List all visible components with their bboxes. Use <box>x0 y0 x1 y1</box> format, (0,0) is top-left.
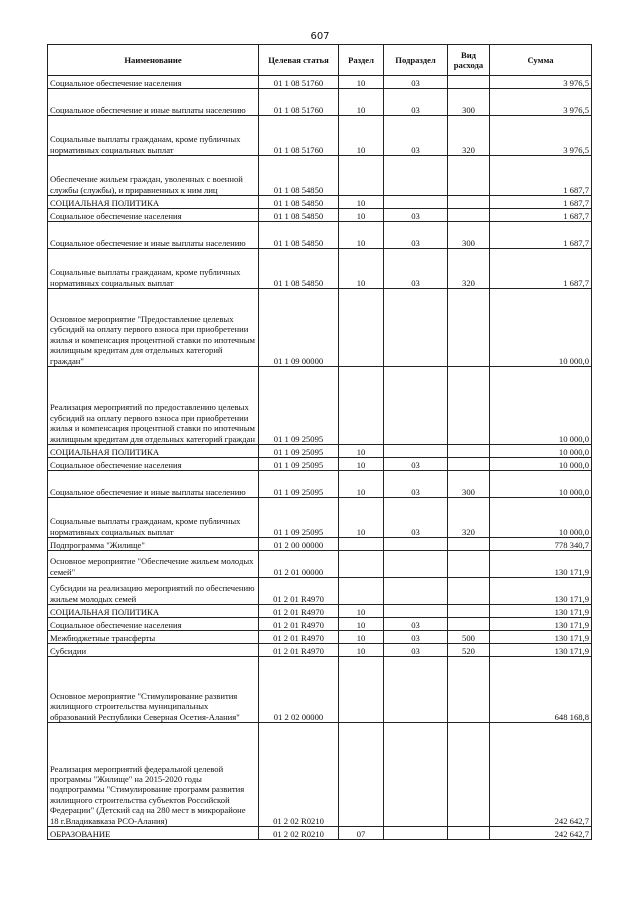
cell-subsection: 03 <box>384 116 448 156</box>
cell-name: Социальные выплаты гражданам, кроме публичных нормативных социальных выплат <box>48 116 259 156</box>
cell-subsection <box>384 196 448 209</box>
cell-expense-type: 520 <box>448 644 490 657</box>
cell-section <box>339 367 384 445</box>
cell-code: 01 1 08 51760 <box>259 116 339 156</box>
cell-code: 01 2 01 R4970 <box>259 578 339 605</box>
cell-amount: 1 687,7 <box>490 196 592 209</box>
cell-code: 01 2 01 R4970 <box>259 605 339 618</box>
cell-section: 10 <box>339 196 384 209</box>
cell-code: 01 1 09 25095 <box>259 471 339 498</box>
cell-subsection <box>384 657 448 723</box>
table-row <box>48 222 592 249</box>
cell-subsection: 03 <box>384 89 448 116</box>
header-name: Наименование <box>48 45 259 76</box>
cell-section: 10 <box>339 209 384 222</box>
cell-expense-type <box>448 156 490 196</box>
header-amount: Сумма <box>490 45 592 76</box>
cell-section <box>339 551 384 578</box>
cell-subsection: 03 <box>384 498 448 538</box>
cell-name: Социальные выплаты гражданам, кроме публичных нормативных социальных выплат <box>48 498 259 538</box>
cell-name: Основное мероприятие "Предоставление целевых субсидий на оплату первого взноса при приобретении жилья и компенсация процентной ставки по ипотечным жилищным кредитам для отдельных категорий граждан" <box>48 289 259 367</box>
table-row <box>48 289 592 367</box>
cell-expense-type <box>448 723 490 827</box>
cell-section <box>339 156 384 196</box>
cell-name: СОЦИАЛЬНАЯ ПОЛИТИКА <box>48 196 259 209</box>
cell-name: Субсидии <box>48 644 259 657</box>
cell-code: 01 2 02 R0210 <box>259 723 339 827</box>
cell-code: 01 1 08 54850 <box>259 156 339 196</box>
table-row <box>48 209 592 222</box>
cell-expense-type <box>448 458 490 471</box>
cell-section: 10 <box>339 498 384 538</box>
cell-name: СОЦИАЛЬНАЯ ПОЛИТИКА <box>48 445 259 458</box>
cell-section <box>339 538 384 551</box>
cell-expense-type <box>448 618 490 631</box>
cell-name: Подпрограмма "Жилище" <box>48 538 259 551</box>
cell-subsection <box>384 538 448 551</box>
cell-section: 10 <box>339 458 384 471</box>
cell-subsection: 03 <box>384 458 448 471</box>
cell-expense-type: 300 <box>448 222 490 249</box>
cell-name: Социальное обеспечение населения <box>48 209 259 222</box>
cell-subsection: 03 <box>384 471 448 498</box>
table-row <box>48 156 592 196</box>
cell-code: 01 2 01 R4970 <box>259 644 339 657</box>
cell-name: СОЦИАЛЬНАЯ ПОЛИТИКА <box>48 605 259 618</box>
table-row <box>48 471 592 498</box>
header-subsection: Подраздел <box>384 45 448 76</box>
table-row <box>48 723 592 827</box>
cell-name: Субсидии на реализацию мероприятий по обеспечению жильем молодых семей <box>48 578 259 605</box>
cell-code: 01 1 09 00000 <box>259 289 339 367</box>
cell-expense-type <box>448 578 490 605</box>
header-expense-type: Вид расхода <box>448 45 490 76</box>
cell-amount: 10 000,0 <box>490 458 592 471</box>
cell-code: 01 1 09 25095 <box>259 445 339 458</box>
cell-name: Обеспечение жильем граждан, уволенных с военной службы (службы), и приравненных к ним лиц <box>48 156 259 196</box>
cell-expense-type <box>448 657 490 723</box>
table-row <box>48 116 592 156</box>
cell-amount: 130 171,9 <box>490 578 592 605</box>
cell-amount: 10 000,0 <box>490 471 592 498</box>
cell-amount: 1 687,7 <box>490 249 592 289</box>
table-row <box>48 538 592 551</box>
cell-subsection <box>384 289 448 367</box>
cell-code: 01 1 08 51760 <box>259 89 339 116</box>
cell-expense-type <box>448 209 490 222</box>
cell-name: ОБРАЗОВАНИЕ <box>48 827 259 840</box>
table-row <box>48 657 592 723</box>
cell-expense-type <box>448 551 490 578</box>
cell-code: 01 2 01 R4970 <box>259 631 339 644</box>
cell-section: 10 <box>339 471 384 498</box>
cell-subsection <box>384 723 448 827</box>
cell-code: 01 1 08 54850 <box>259 209 339 222</box>
cell-expense-type <box>448 76 490 89</box>
cell-expense-type <box>448 827 490 840</box>
cell-section: 07 <box>339 827 384 840</box>
cell-expense-type <box>448 367 490 445</box>
cell-amount: 130 171,9 <box>490 551 592 578</box>
cell-section: 10 <box>339 605 384 618</box>
cell-name: Реализация мероприятий федеральной целевой программы "Жилище" на 2015-2020 годы подпрограммы "Стимулирование программ развития жилищного строительства субъектов Российской Федерации" (Детский сад на 280 мест в микрорайоне 18 г.Владикавказа РСО-Алания) <box>48 723 259 827</box>
cell-expense-type: 300 <box>448 471 490 498</box>
table-row <box>48 498 592 538</box>
cell-amount: 10 000,0 <box>490 445 592 458</box>
table-row <box>48 631 592 644</box>
cell-subsection: 03 <box>384 222 448 249</box>
cell-name: Основное мероприятие "Стимулирование развития жилищного строительства муниципальных образований Республики Северная Осетия-Алания" <box>48 657 259 723</box>
cell-section: 10 <box>339 644 384 657</box>
cell-name: Социальное обеспечение и иные выплаты населению <box>48 222 259 249</box>
cell-expense-type: 320 <box>448 498 490 538</box>
cell-section: 10 <box>339 76 384 89</box>
cell-section: 10 <box>339 222 384 249</box>
cell-section <box>339 578 384 605</box>
cell-subsection <box>384 367 448 445</box>
cell-amount: 130 171,9 <box>490 631 592 644</box>
cell-amount: 130 171,9 <box>490 618 592 631</box>
cell-subsection <box>384 827 448 840</box>
cell-name: Социальное обеспечение населения <box>48 76 259 89</box>
table-row <box>48 445 592 458</box>
cell-code: 01 2 00 00000 <box>259 538 339 551</box>
cell-section: 10 <box>339 89 384 116</box>
cell-amount: 10 000,0 <box>490 367 592 445</box>
cell-name: Основное мероприятие "Обеспечение жильем молодых семей" <box>48 551 259 578</box>
budget-table <box>47 44 592 840</box>
cell-code: 01 1 08 54850 <box>259 249 339 289</box>
cell-name: Социальное обеспечение населения <box>48 618 259 631</box>
cell-section: 10 <box>339 116 384 156</box>
table-row <box>48 249 592 289</box>
table-row <box>48 551 592 578</box>
cell-amount: 242 642,7 <box>490 827 592 840</box>
cell-amount: 1 687,7 <box>490 209 592 222</box>
table-row <box>48 367 592 445</box>
cell-name: Межбюджетные трансферты <box>48 631 259 644</box>
cell-code: 01 1 08 54850 <box>259 196 339 209</box>
cell-code: 01 2 02 00000 <box>259 657 339 723</box>
cell-expense-type: 500 <box>448 631 490 644</box>
header-code: Целевая статья <box>259 45 339 76</box>
table-row <box>48 76 592 89</box>
cell-section: 10 <box>339 631 384 644</box>
table-row <box>48 618 592 631</box>
cell-subsection <box>384 445 448 458</box>
cell-section: 10 <box>339 249 384 289</box>
cell-subsection <box>384 578 448 605</box>
table-row <box>48 578 592 605</box>
cell-subsection <box>384 605 448 618</box>
cell-name: Социальное обеспечение населения <box>48 458 259 471</box>
cell-subsection <box>384 156 448 196</box>
cell-expense-type <box>448 196 490 209</box>
cell-expense-type: 300 <box>448 89 490 116</box>
cell-amount: 10 000,0 <box>490 498 592 538</box>
header-row <box>48 45 592 76</box>
cell-section <box>339 289 384 367</box>
cell-code: 01 1 09 25095 <box>259 498 339 538</box>
header-section: Раздел <box>339 45 384 76</box>
cell-amount: 648 168,8 <box>490 657 592 723</box>
cell-amount: 3 976,5 <box>490 116 592 156</box>
cell-section <box>339 657 384 723</box>
cell-code: 01 2 02 R0210 <box>259 827 339 840</box>
cell-amount: 3 976,5 <box>490 76 592 89</box>
cell-amount: 1 687,7 <box>490 156 592 196</box>
cell-expense-type: 320 <box>448 116 490 156</box>
cell-amount: 10 000,0 <box>490 289 592 367</box>
table-row <box>48 605 592 618</box>
cell-code: 01 1 09 25095 <box>259 367 339 445</box>
cell-name: Реализация мероприятий по предоставлению целевых субсидий на оплату первого взноса при приобретении жилья и компенсация процентной ставки по ипотечным жилищным кредитам для отдельных категорий граждан <box>48 367 259 445</box>
cell-subsection: 03 <box>384 618 448 631</box>
cell-subsection: 03 <box>384 76 448 89</box>
cell-subsection: 03 <box>384 631 448 644</box>
cell-expense-type: 320 <box>448 249 490 289</box>
table-row <box>48 196 592 209</box>
cell-amount: 242 642,7 <box>490 723 592 827</box>
cell-expense-type <box>448 538 490 551</box>
cell-expense-type <box>448 605 490 618</box>
table-row <box>48 89 592 116</box>
page-number: 607 <box>310 31 330 42</box>
cell-subsection <box>384 551 448 578</box>
cell-amount: 778 340,7 <box>490 538 592 551</box>
cell-amount: 130 171,9 <box>490 605 592 618</box>
cell-subsection: 03 <box>384 249 448 289</box>
cell-section: 10 <box>339 618 384 631</box>
cell-code: 01 2 01 00000 <box>259 551 339 578</box>
table-row <box>48 827 592 840</box>
table-row <box>48 644 592 657</box>
cell-amount: 3 976,5 <box>490 89 592 116</box>
cell-name: Социальные выплаты гражданам, кроме публичных нормативных социальных выплат <box>48 249 259 289</box>
table-row <box>48 458 592 471</box>
cell-subsection: 03 <box>384 209 448 222</box>
cell-name: Социальное обеспечение и иные выплаты населению <box>48 89 259 116</box>
cell-code: 01 1 09 25095 <box>259 458 339 471</box>
cell-expense-type <box>448 289 490 367</box>
cell-name: Социальное обеспечение и иные выплаты населению <box>48 471 259 498</box>
cell-code: 01 1 08 54850 <box>259 222 339 249</box>
cell-subsection: 03 <box>384 644 448 657</box>
cell-code: 01 2 01 R4970 <box>259 618 339 631</box>
cell-section <box>339 723 384 827</box>
cell-amount: 130 171,9 <box>490 644 592 657</box>
cell-amount: 1 687,7 <box>490 222 592 249</box>
cell-code: 01 1 08 51760 <box>259 76 339 89</box>
cell-section: 10 <box>339 445 384 458</box>
cell-expense-type <box>448 445 490 458</box>
